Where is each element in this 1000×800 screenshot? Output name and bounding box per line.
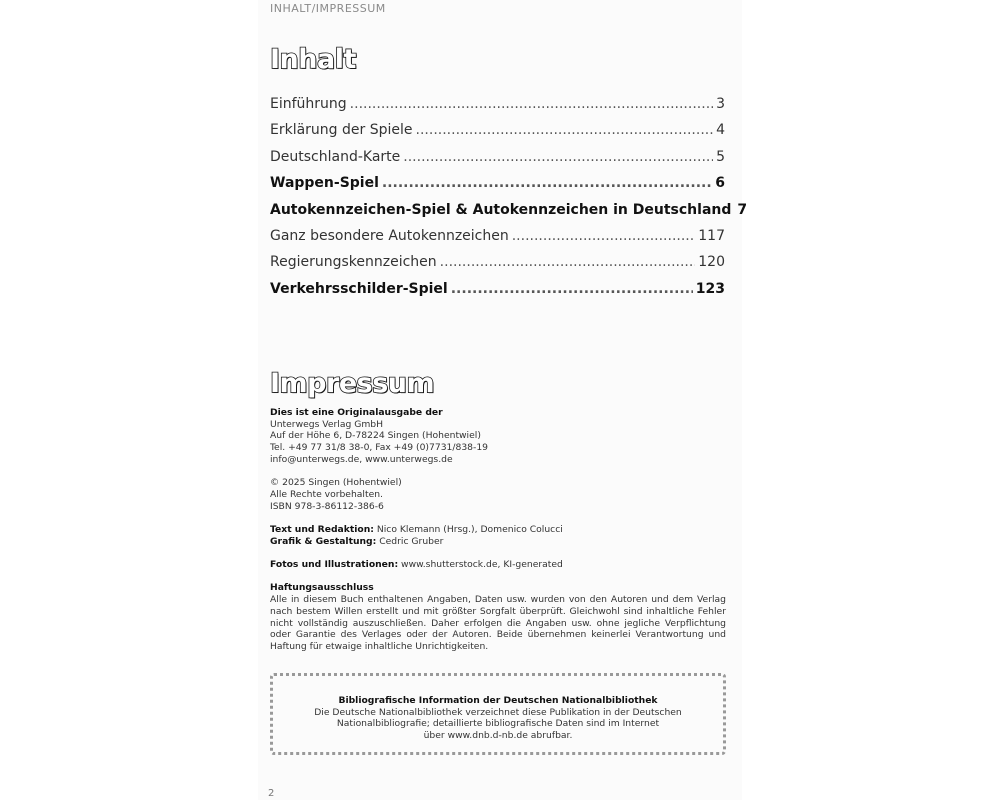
toc-entry — [270, 175, 725, 201]
haftung-text: Alle in diesem Buch enthaltenen Angaben, Daten usw. wurden von den Autoren und dem Verlag nach bestem Willen erstellt und mit größter Sorgfalt überprüft. Gleichwohl sind inhaltliche Fehler nicht vollständig auszuschließen. Daher erfolgen die Angaben usw. ohne jegliche Verpflichtung oder Garantie des Verlages oder der Autoren. Beide übernehmen keinerlei Verantwortung und Haftung für etwaige inhaltliche Unrichtigkeiten. — [270, 594, 726, 652]
publisher-phone: Tel. +49 77 31/8 38-0, Fax +49 (0)7731/838-19 — [270, 442, 489, 454]
bibliographic-info-box — [270, 673, 726, 755]
biblio-line: über www.dnb.d-nb.de abrufbar. — [423, 730, 573, 742]
toc-entry-title: Autokennzeichen-Spiel & Autokennzeichen in Deutschland — [270, 201, 732, 218]
haftung-title: Haftungsausschluss — [270, 582, 374, 594]
toc-entry-page: 4 — [716, 122, 725, 139]
toc-entry-title: Deutschland-Karte — [270, 148, 401, 165]
credit-text — [270, 524, 726, 536]
credit-fotos — [270, 559, 726, 571]
biblio-title: Bibliografische Information der Deutschen Nationalbibliothek — [338, 695, 658, 706]
toc-dot-leader — [512, 228, 696, 244]
toc-entry-title: Verkehrsschilder-Spiel — [270, 280, 448, 297]
toc-entry-title: Wappen-Spiel — [270, 175, 379, 192]
credit-grafik-value: Cedric Gruber — [376, 535, 444, 547]
toc-entry-page: 3 — [716, 96, 725, 112]
toc-entry-title: Einführung — [270, 96, 347, 112]
toc-dot-leader — [440, 254, 696, 270]
toc-entry-page: 123 — [695, 280, 725, 297]
toc-entry-title: Ganz besondere Autokennzeichen — [270, 227, 509, 244]
toc-entry — [270, 281, 725, 307]
impressum-intro: Dies ist eine Originalausgabe der — [270, 407, 443, 418]
toc-entry-page: 117 — [698, 227, 725, 244]
toc-entry-page: 6 — [715, 175, 725, 192]
credit-fotos-label: Fotos und Illustrationen: — [270, 559, 399, 571]
impressum-heading: Impressum — [270, 368, 435, 399]
credit-grafik-label: Grafik & Gestaltung: — [270, 535, 377, 547]
biblio-line: Die Deutsche Nationalbibliothek verzeichnet diese Publikation in der Deutschen — [314, 706, 682, 718]
toc-entry-page: 7 — [737, 201, 748, 218]
table-of-contents — [270, 96, 748, 307]
toc-dot-leader — [382, 175, 712, 191]
toc-dot-leader — [416, 122, 714, 138]
rights-line: Alle Rechte vorbehalten. — [270, 488, 383, 500]
toc-entry-page: 120 — [698, 254, 725, 271]
toc-heading: Inhalt — [270, 44, 356, 75]
running-header: INHALT/IMPRESSUM — [270, 2, 386, 15]
toc-dot-leader — [451, 281, 693, 297]
toc-entry — [270, 228, 725, 254]
publisher-address: Auf der Höhe 6, D-78224 Singen (Hohentwiel) — [270, 430, 481, 442]
credit-fotos-value: www.shutterstock.de, KI-generated — [398, 559, 563, 571]
toc-entry-page: 5 — [716, 148, 725, 165]
credit-grafik — [270, 536, 726, 548]
isbn-line: ISBN 978-3-86112-386-6 — [270, 500, 384, 512]
credit-text-value: Nico Klemann (Hrsg.), Domenico Colucci — [373, 524, 563, 535]
toc-entry-title: Regierungskennzeichen — [270, 254, 437, 271]
impressum-block — [270, 407, 726, 653]
toc-entry — [270, 201, 748, 228]
copyright-line: © 2025 Singen (Hohentwiel) — [270, 477, 402, 489]
toc-entry — [270, 149, 725, 175]
toc-dot-leader — [403, 149, 713, 165]
publisher-web: info@unterwegs.de, www.unterwegs.de — [270, 453, 453, 465]
toc-entry — [270, 254, 725, 280]
toc-entry-title: Erklärung der Spiele — [270, 122, 413, 139]
biblio-line: Nationalbibliografie; detaillierte bibliografische Daten sind im Internet — [336, 718, 660, 730]
credit-text-label: Text und Redaktion: — [270, 524, 374, 535]
publisher-name: Unterwegs Verlag GmbH — [270, 418, 384, 430]
toc-entry — [270, 96, 725, 122]
page-number: 2 — [268, 788, 275, 799]
toc-entry — [270, 122, 725, 148]
toc-dot-leader — [350, 96, 713, 112]
